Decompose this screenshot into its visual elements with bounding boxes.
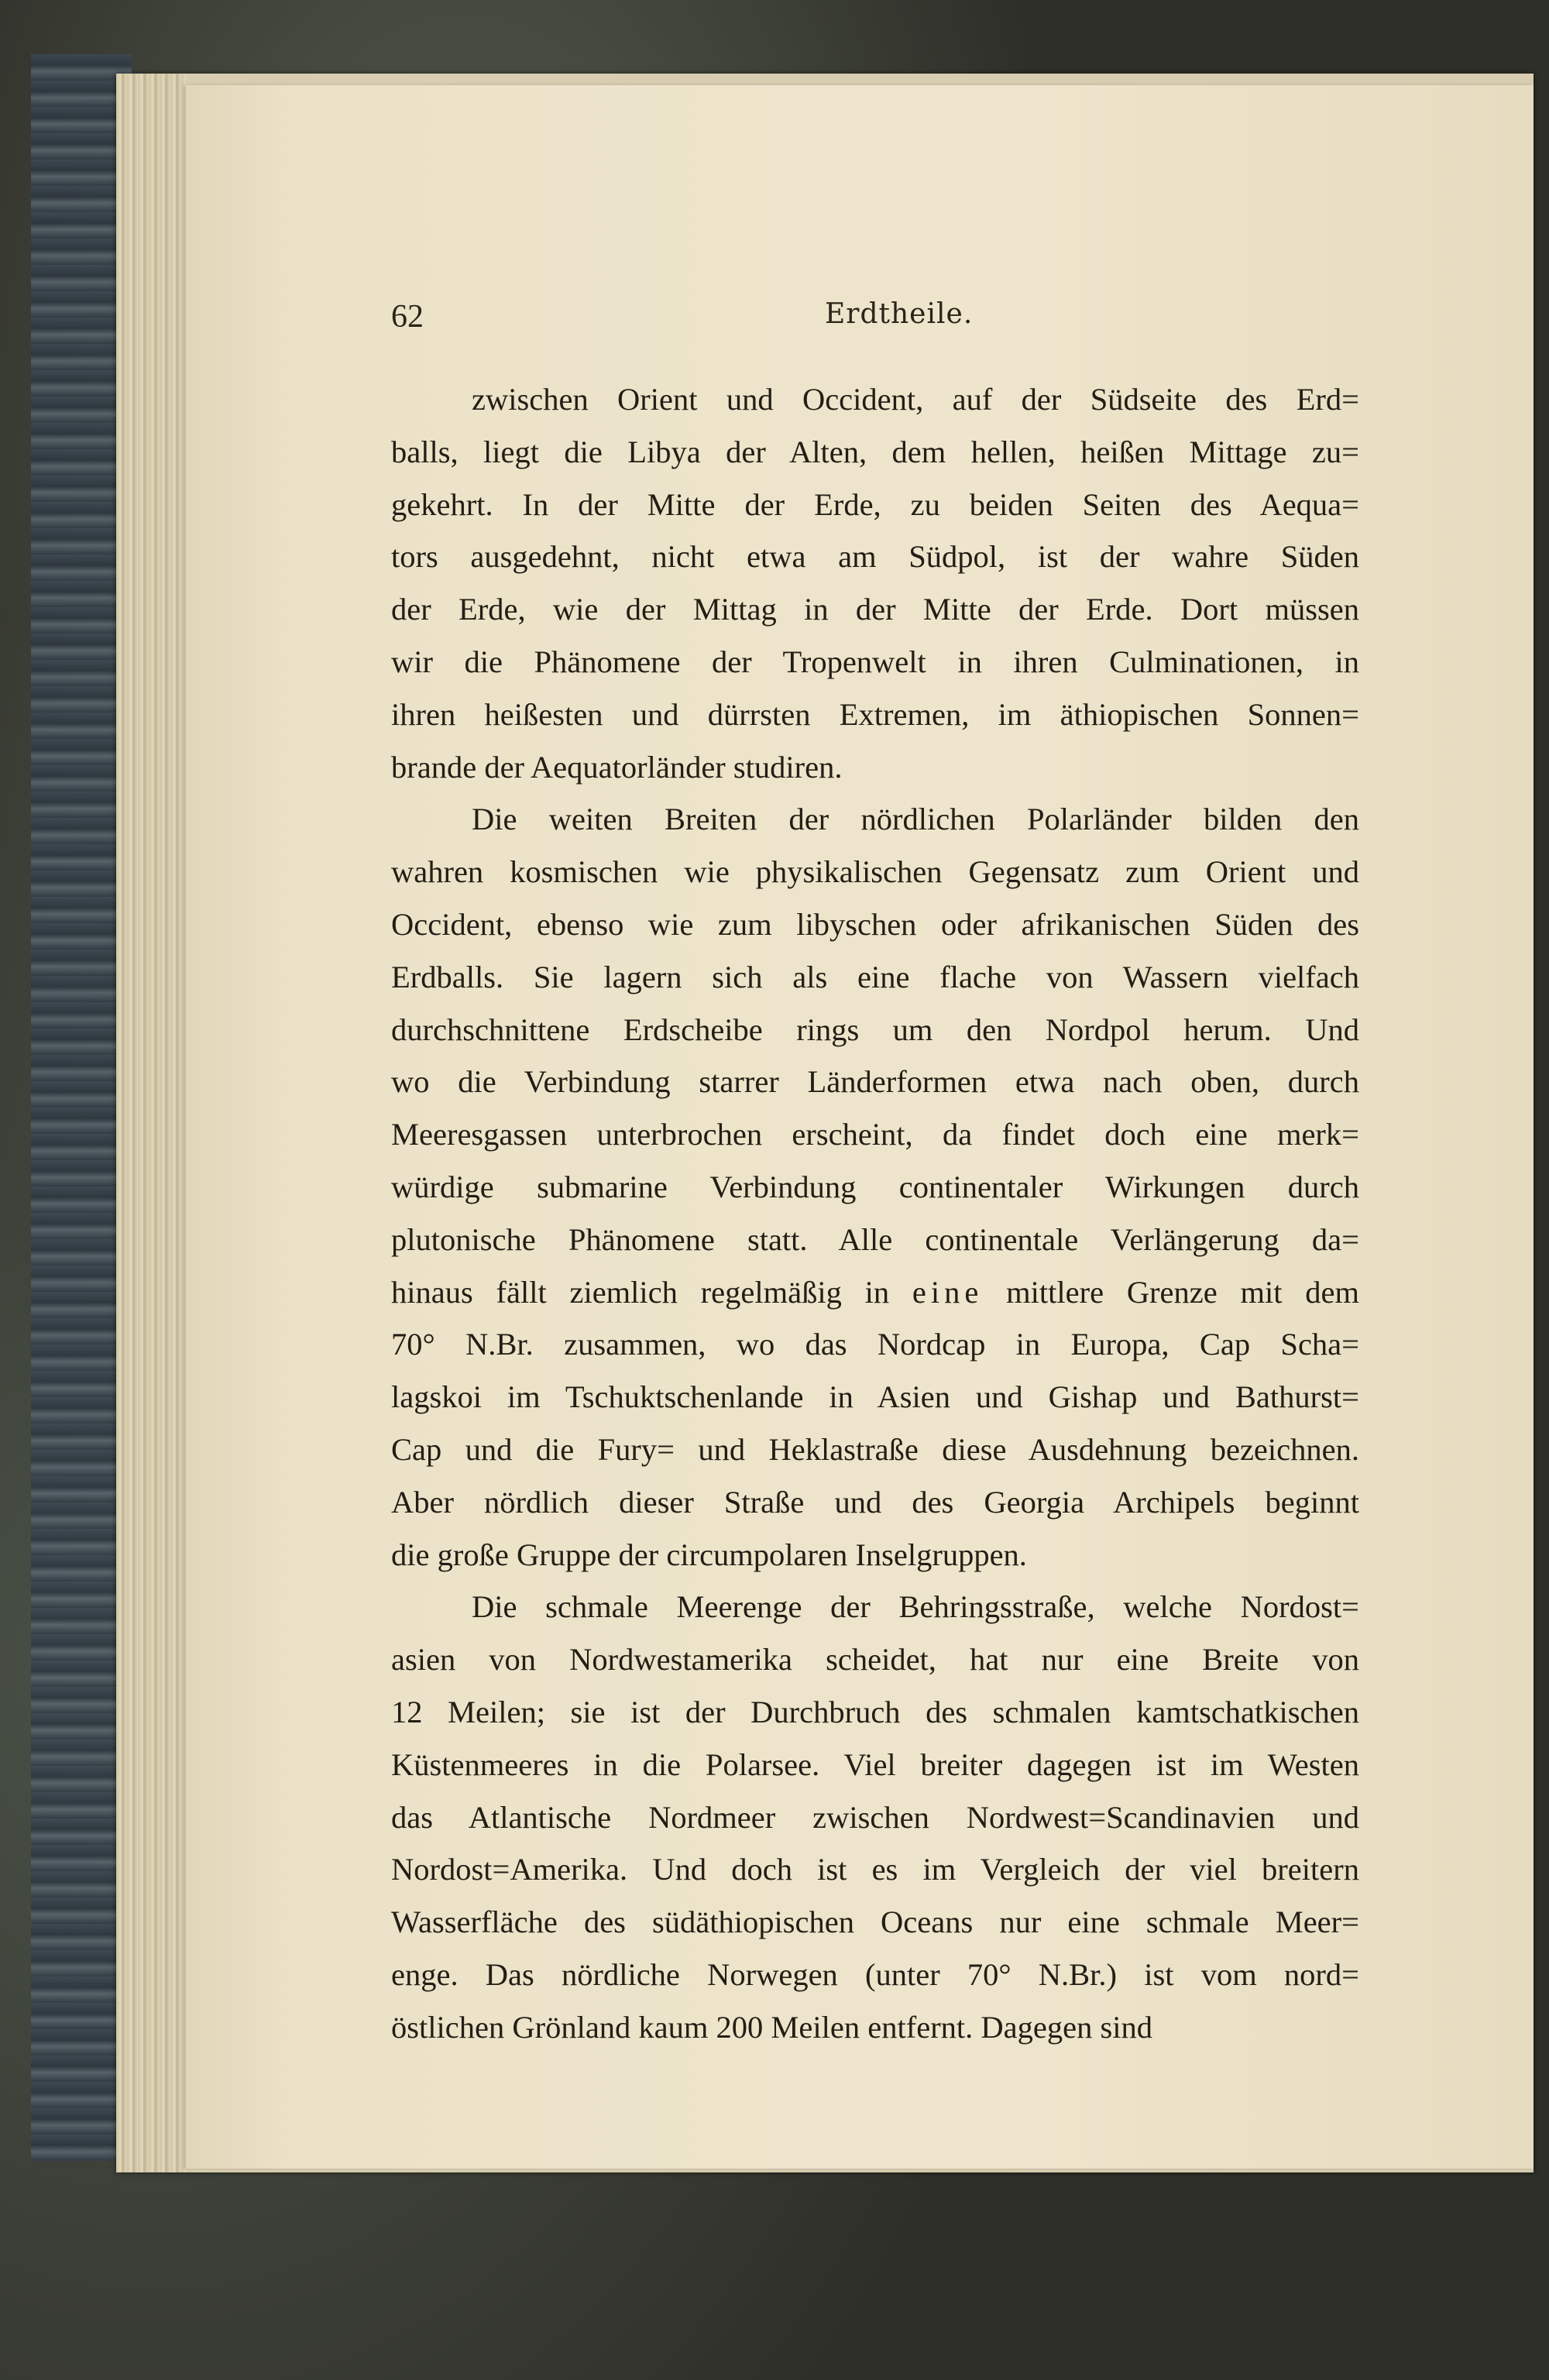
text-line: die große Gruppe der circumpolaren Inselgruppen.	[391, 1537, 1027, 1572]
text-line: brande der Aequatorländer studiren.	[391, 749, 843, 785]
body-text	[391, 373, 1359, 2054]
text-line: hinaus fällt ziemlich regelmäßig in eine mittlere Grenze mit dem	[391, 1274, 1359, 1310]
text-line: ihren heißesten und dürrsten Extremen, im äthiopischen Sonnen=	[391, 696, 1359, 732]
text-line: wo die Verbindung starrer Länderformen etwa nach oben, durch	[391, 1064, 1359, 1100]
paragraph	[391, 1581, 1359, 2053]
text-line: wir die Phänomene der Tropenwelt in ihren Culminationen, in	[391, 644, 1359, 679]
text-line: zwischen Orient und Occident, auf der Südseite des Erd=	[472, 382, 1359, 417]
text-line: Erdballs. Sie lagern sich als eine flache von Wassern vielfach	[391, 959, 1359, 994]
text-line: östlichen Grönland kaum 200 Meilen entfernt. Dagegen sind	[391, 2009, 1152, 2045]
text-line: tors ausgedehnt, nicht etwa am Südpol, ist der wahre Süden	[391, 539, 1359, 575]
text-line: der Erde, wie der Mittag in der Mitte der Erde. Dort müssen	[391, 592, 1359, 627]
paragraph	[391, 793, 1359, 1581]
text-line: Küstenmeeres in die Polarsee. Viel breiter dagegen ist im Westen	[391, 1746, 1359, 1782]
text-line: Die weiten Breiten der nördlichen Polarländer bilden den	[472, 802, 1359, 837]
text-line: Meeresgassen unterbrochen erscheint, da findet doch eine merk=	[391, 1117, 1359, 1152]
text-line: 70° N.Br. zusammen, wo das Nordcap in Europa, Cap Scha=	[391, 1327, 1359, 1362]
page-header	[391, 298, 1359, 345]
text-line: enge. Das nördliche Norwegen (unter 70° N.Br.) ist vom nord=	[391, 1956, 1359, 1992]
text-line: Wasserfläche des südäthiopischen Oceans nur eine schmale Meer=	[391, 1904, 1359, 1940]
text-line: würdige submarine Verbindung continentaler Wirkungen durch	[391, 1169, 1359, 1204]
text-line: Cap und die Fury= und Heklastraße diese Ausdehnung bezeichnen.	[391, 1431, 1359, 1467]
text-line: Occident, ebenso wie zum libyschen oder afrikanischen Süden des	[391, 906, 1359, 942]
text-line: Die schmale Meerenge der Behringsstraße, welche Nordost=	[472, 1589, 1359, 1625]
text-line: plutonische Phänomene statt. Alle continentale Verlängerung da=	[391, 1221, 1359, 1257]
text-line: durchschnittene Erdscheibe rings um den Nordpol herum. Und	[391, 1011, 1359, 1047]
text-line: lagskoi im Tschuktschenlande in Asien und Gishap und Bathurst=	[391, 1379, 1359, 1415]
text-line: gekehrt. In der Mitte der Erde, zu beiden Seiten des Aequa=	[391, 486, 1359, 522]
text-line: Nordost=Amerika. Und doch ist es im Vergleich der viel breitern	[391, 1852, 1359, 1887]
running-title: Erdtheile.	[825, 298, 974, 330]
text-line: balls, liegt die Libya der Alten, dem hellen, heißen Mittage zu=	[391, 434, 1359, 469]
text-line: 12 Meilen; sie ist der Durchbruch des schmalen kamtschatkischen	[391, 1694, 1359, 1729]
text-line: Aber nördlich dieser Straße und des Georgia Archipels beginnt	[391, 1484, 1359, 1520]
text-line: asien von Nordwestamerika scheidet, hat nur eine Breite von	[391, 1642, 1359, 1678]
text-line: das Atlantische Nordmeer zwischen Nordwest=Scandinavien und	[391, 1799, 1359, 1835]
text-line: wahren kosmischen wie physikalischen Gegensatz zum Orient und	[391, 854, 1359, 890]
paragraph	[391, 373, 1359, 793]
page-number: 62	[391, 299, 424, 335]
